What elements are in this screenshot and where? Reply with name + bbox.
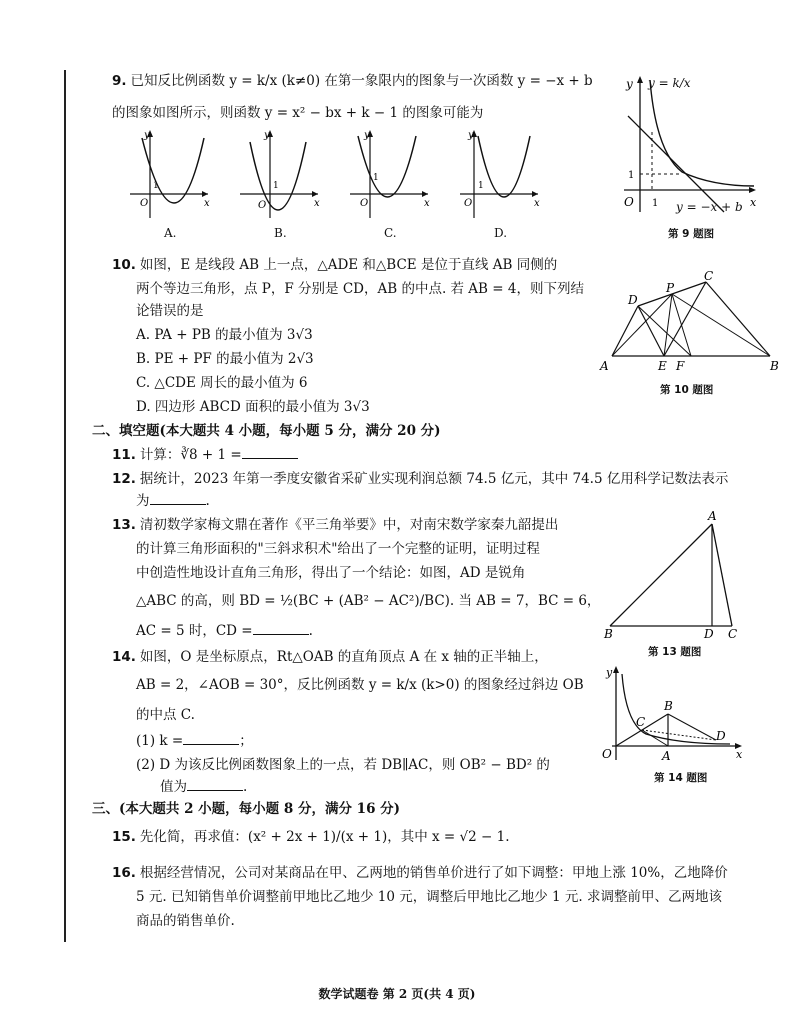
q13-caption: 第 13 题图 (648, 646, 702, 658)
question-14 (112, 646, 548, 668)
q13-figure (598, 510, 748, 640)
svg-text:F: F (676, 359, 685, 373)
svg-text:O: O (140, 198, 149, 209)
svg-text:x: x (534, 198, 540, 209)
svg-text:x: x (736, 748, 743, 761)
svg-text:1: 1 (652, 198, 659, 209)
question-text-end: . (308, 623, 313, 639)
question-text: 先化简，再求值：(x² + 2x + 1)/(x + 1)，其中 x = √2 − 1. (139, 829, 510, 845)
option-b-label: B. (274, 226, 287, 240)
question-9 (112, 70, 593, 92)
question-text: 据统计，2023 年第一季度安徽省采矿业实现利润总额 74.5 亿元，其中 74.5 亿用科学记数法表示 (139, 471, 729, 487)
question-text: 如图，E 是线段 AB 上一点，△ADE 和△BCE 是位于直线 AB 同侧的 (139, 257, 558, 273)
question-15 (112, 826, 510, 848)
q9-curve-label: y = k/x (648, 76, 691, 90)
section-3-title: 三、(本大题共 2 小题，每小题 8 分，满分 16 分) (92, 801, 401, 817)
question-13-line5 (136, 620, 313, 642)
q9-caption: 第 9 题图 (668, 228, 715, 240)
svg-text:B: B (664, 699, 673, 713)
q14-caption: 第 14 题图 (654, 772, 708, 784)
question-11 (112, 444, 298, 466)
question-text: 已知反比例函数 y = k/x (k≠0) 在第一象限内的图象与一次函数 y = −x + b (130, 73, 593, 89)
q10-option-d: D. 四边形 ABCD 面积的最小值为 3√3 (136, 399, 370, 415)
question-16 (112, 862, 728, 884)
svg-text:y: y (468, 130, 474, 141)
question-text: AC = 5 时，CD = (136, 623, 253, 639)
q10-option-b: B. PE + PF 的最小值为 2√3 (136, 351, 314, 367)
svg-text:x: x (204, 198, 210, 209)
question-12 (112, 468, 728, 490)
option-a-label: A. (164, 226, 177, 240)
svg-text:D: D (628, 293, 638, 307)
svg-text:1: 1 (373, 173, 379, 183)
option-d-graph (460, 128, 540, 220)
svg-text:B: B (770, 359, 779, 373)
svg-text:1: 1 (273, 181, 279, 191)
question-10 (112, 254, 557, 276)
option-c-graph (350, 128, 430, 220)
svg-text:E: E (658, 359, 667, 373)
svg-text:A: A (708, 509, 717, 523)
question-12-line2 (136, 490, 210, 512)
answer-blank[interactable] (183, 730, 239, 745)
question-text: 根据经营情况，公司对某商品在甲、乙两地的销售单价进行了如下调整：甲地上涨 10%，乙地降价 (139, 865, 728, 881)
option-a-graph (130, 128, 210, 220)
question-text: (1) k = (136, 733, 184, 749)
svg-text:x: x (424, 198, 430, 209)
question-number: 9. (112, 73, 127, 89)
question-13-line4: △ABC 的高，则 BD = ½(BC + (AB² − AC²)/BC). 当 AB = 7，BC = 6， (136, 593, 601, 609)
question-14-line3: 的中点 C. (136, 707, 195, 723)
svg-text:P: P (666, 281, 675, 295)
question-14-sub1 (136, 730, 253, 752)
q10-option-c: C. △CDE 周长的最小值为 6 (136, 375, 308, 391)
answer-blank[interactable] (242, 444, 298, 459)
svg-text:1: 1 (628, 170, 635, 181)
question-10-line3: 论错误的是 (136, 303, 204, 319)
question-number: 13. (112, 517, 136, 533)
question-text-end: . (205, 493, 210, 509)
svg-text:1: 1 (153, 181, 159, 191)
question-number: 11. (112, 447, 136, 463)
svg-text:D: D (716, 729, 726, 743)
svg-text:y: y (606, 666, 613, 679)
question-number: 15. (112, 829, 136, 845)
option-d-label: D. (494, 226, 508, 240)
answer-blank[interactable] (253, 620, 309, 635)
svg-text:A: A (662, 749, 671, 763)
section-2-title: 二、填空题(本大题共 4 小题，每小题 5 分，满分 20 分) (92, 423, 441, 439)
svg-text:y: y (626, 77, 633, 91)
svg-text:A: A (600, 359, 609, 373)
svg-text:C: C (636, 715, 646, 729)
question-text: 清初数学家梅文鼎在著作《平三角举要》中，对南宋数学家秦九韶提出 (139, 517, 559, 533)
svg-text:1: 1 (478, 181, 484, 191)
svg-text:y: y (364, 130, 370, 141)
question-14-line2: AB = 2，∠AOB = 30°，反比例函数 y = k/x (k>0) 的图象经过斜边 OB (136, 677, 584, 693)
question-number: 10. (112, 257, 136, 273)
svg-text:y: y (264, 130, 270, 141)
q14-figure (598, 664, 748, 764)
question-13 (112, 514, 558, 536)
question-number: 14. (112, 649, 136, 665)
question-text: 计算：∛8 + 1 = (139, 447, 242, 463)
page-footer: 数学试题卷 第 2 页(共 4 页) (318, 987, 476, 1001)
question-number: 16. (112, 865, 136, 881)
svg-text:x: x (314, 198, 320, 209)
svg-text:D: D (704, 627, 714, 641)
question-13-line3: 中创造性地设计直角三角形，得出了一个结论：如图，AD 是锐角 (136, 565, 526, 581)
q10-figure (598, 270, 782, 380)
question-9-line2: 的图象如图所示，则函数 y = x² − bx + k − 1 的图象可能为 (112, 105, 484, 121)
question-13-line2: 的计算三角形面积的"三斜求积术"给出了一个完整的证明，证明过程 (136, 541, 540, 557)
option-b-graph (240, 128, 320, 220)
question-14-sub2: (2) D 为该反比例函数图象上的一点，若 DB∥AC，则 OB² − BD² 的 (136, 757, 550, 773)
svg-text:O: O (464, 198, 473, 209)
question-text: 如图，O 是坐标原点，Rt△OAB 的直角顶点 A 在 x 轴的正半轴上， (139, 649, 548, 665)
option-c-label: C. (384, 226, 397, 240)
question-text: 为 (136, 493, 150, 509)
question-16-line2: 5 元. 已知销售单价调整前甲地比乙地少 10 元，调整后甲地比乙地少 1 元. 求调整前甲、乙两地该 (136, 889, 722, 905)
question-10-line2: 两个等边三角形，点 P，F 分别是 CD，AB 的中点. 若 AB = 4，则下列结 (136, 281, 584, 297)
svg-text:y: y (144, 130, 150, 141)
svg-text:B: B (604, 627, 613, 641)
margin-rule (64, 70, 66, 942)
q10-caption: 第 10 题图 (660, 384, 714, 396)
question-text-end: ； (239, 733, 253, 749)
svg-text:x: x (750, 196, 757, 209)
question-16-line3: 商品的销售单价. (136, 913, 235, 929)
answer-blank[interactable] (150, 490, 206, 505)
svg-text:O: O (602, 747, 612, 761)
svg-text:C: C (728, 627, 738, 641)
question-text: 值为 (160, 779, 187, 795)
svg-text:O: O (624, 195, 634, 209)
question-text-end: . (243, 779, 248, 795)
question-number: 12. (112, 471, 136, 487)
q9-line-label: y = −x + b (676, 200, 743, 214)
svg-text:O: O (258, 200, 267, 211)
svg-text:O: O (360, 198, 369, 209)
question-14-sub2b (160, 776, 247, 798)
q10-option-a: A. PA + PB 的最小值为 3√3 (136, 327, 313, 343)
answer-blank[interactable] (187, 776, 243, 791)
svg-text:C: C (704, 269, 714, 283)
